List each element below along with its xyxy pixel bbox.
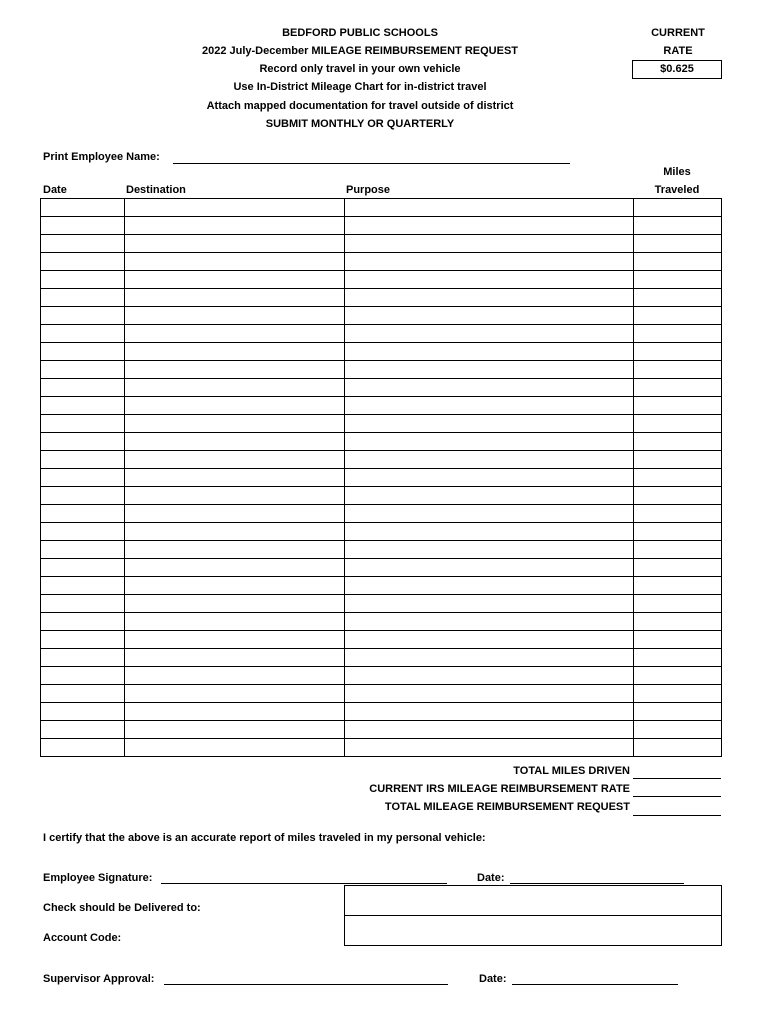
miles-cell[interactable]: [634, 307, 722, 325]
miles-cell[interactable]: [634, 397, 722, 415]
instruction-line-3: Attach mapped documentation for travel outside of district: [206, 100, 514, 112]
date-cell[interactable]: [41, 199, 125, 217]
purpose-cell[interactable]: [345, 451, 634, 469]
purpose-cell[interactable]: [345, 325, 634, 343]
account-code-field[interactable]: [344, 915, 722, 946]
purpose-cell[interactable]: [345, 235, 634, 253]
destination-cell[interactable]: [125, 649, 345, 667]
miles-cell[interactable]: [634, 577, 722, 595]
miles-cell[interactable]: [634, 415, 722, 433]
instruction-line-1: Record only travel in your own vehicle: [259, 63, 461, 75]
table-row: [41, 487, 722, 505]
table-row: [41, 721, 722, 739]
destination-cell[interactable]: [125, 469, 345, 487]
destination-cell[interactable]: [125, 685, 345, 703]
miles-cell[interactable]: [634, 667, 722, 685]
miles-cell[interactable]: [634, 253, 722, 271]
destination-cell[interactable]: [125, 415, 345, 433]
table-row: [41, 559, 722, 577]
miles-cell[interactable]: [634, 595, 722, 613]
date-cell[interactable]: [41, 703, 125, 721]
check-delivery-field[interactable]: [344, 885, 722, 916]
instruction-line-2: Use In-District Mileage Chart for in-district travel: [233, 81, 487, 93]
instruction-line-4: SUBMIT MONTHLY OR QUARTERLY: [265, 118, 455, 130]
current-rate-value: $0.625: [632, 60, 722, 79]
miles-cell[interactable]: [634, 469, 722, 487]
account-code-label: Account Code:: [43, 932, 122, 944]
signature-date-label: Date:: [477, 872, 505, 884]
purpose-cell[interactable]: [345, 613, 634, 631]
table-row: [41, 505, 722, 523]
miles-cell[interactable]: [634, 289, 722, 307]
destination-cell[interactable]: [125, 703, 345, 721]
miles-cell[interactable]: [634, 703, 722, 721]
supervisor-date-field[interactable]: [512, 984, 678, 985]
employee-signature-label: Employee Signature:: [43, 872, 153, 884]
school-name: BEDFORD PUBLIC SCHOOLS: [282, 27, 438, 39]
total-miles-field[interactable]: [633, 778, 721, 779]
destination-cell[interactable]: [125, 397, 345, 415]
destination-cell[interactable]: [125, 289, 345, 307]
table-row: [41, 595, 722, 613]
miles-cell[interactable]: [634, 433, 722, 451]
table-row: [41, 289, 722, 307]
purpose-cell[interactable]: [345, 505, 634, 523]
date-cell[interactable]: [41, 469, 125, 487]
table-row: [41, 451, 722, 469]
destination-cell[interactable]: [125, 379, 345, 397]
table-row: [41, 631, 722, 649]
supervisor-date-label: Date:: [479, 973, 507, 985]
table-row: [41, 379, 722, 397]
purpose-cell[interactable]: [345, 685, 634, 703]
mileage-log-body: [41, 199, 722, 757]
date-cell[interactable]: [41, 595, 125, 613]
date-cell[interactable]: [41, 541, 125, 559]
miles-cell[interactable]: [634, 739, 722, 757]
purpose-cell[interactable]: [345, 397, 634, 415]
purpose-cell[interactable]: [345, 739, 634, 757]
table-row: [41, 649, 722, 667]
date-cell[interactable]: [41, 505, 125, 523]
date-cell[interactable]: [41, 217, 125, 235]
date-cell[interactable]: [41, 649, 125, 667]
date-cell[interactable]: [41, 397, 125, 415]
table-row: [41, 253, 722, 271]
miles-cell[interactable]: [634, 541, 722, 559]
miles-cell[interactable]: [634, 721, 722, 739]
date-cell[interactable]: [41, 721, 125, 739]
irs-rate-label: CURRENT IRS MILEAGE REIMBURSEMENT RATE: [369, 783, 630, 795]
table-row: [41, 415, 722, 433]
table-row: [41, 199, 722, 217]
destination-cell[interactable]: [125, 451, 345, 469]
form-title: 2022 July-December MILEAGE REIMBURSEMENT REQUEST: [201, 45, 519, 57]
employee-signature-field[interactable]: [161, 883, 447, 884]
table-row: [41, 271, 722, 289]
miles-cell[interactable]: [634, 199, 722, 217]
date-cell[interactable]: [41, 685, 125, 703]
col-miles-header: Miles: [663, 166, 691, 178]
purpose-cell[interactable]: [345, 289, 634, 307]
mileage-log-table: [40, 198, 722, 757]
certification-statement: I certify that the above is an accurate report of miles traveled in my personal vehicle:: [43, 832, 486, 844]
table-row: [41, 433, 722, 451]
table-row: [41, 307, 722, 325]
total-request-label: TOTAL MILEAGE REIMBURSEMENT REQUEST: [384, 801, 630, 813]
table-row: [41, 325, 722, 343]
miles-cell[interactable]: [634, 505, 722, 523]
purpose-cell[interactable]: [345, 523, 634, 541]
miles-cell[interactable]: [634, 523, 722, 541]
purpose-cell[interactable]: [345, 559, 634, 577]
destination-cell[interactable]: [125, 235, 345, 253]
destination-cell[interactable]: [125, 523, 345, 541]
destination-cell[interactable]: [125, 595, 345, 613]
date-cell[interactable]: [41, 631, 125, 649]
date-cell[interactable]: [41, 487, 125, 505]
purpose-cell[interactable]: [345, 199, 634, 217]
purpose-cell[interactable]: [345, 361, 634, 379]
date-cell[interactable]: [41, 613, 125, 631]
purpose-cell[interactable]: [345, 649, 634, 667]
destination-cell[interactable]: [125, 433, 345, 451]
table-row: [41, 667, 722, 685]
table-row: [41, 397, 722, 415]
date-cell[interactable]: [41, 379, 125, 397]
check-delivery-label: Check should be Delivered to:: [43, 902, 201, 914]
table-row: [41, 541, 722, 559]
supervisor-approval-label: Supervisor Approval:: [43, 973, 155, 985]
destination-cell[interactable]: [125, 721, 345, 739]
destination-cell[interactable]: [125, 271, 345, 289]
purpose-cell[interactable]: [345, 253, 634, 271]
purpose-cell[interactable]: [345, 577, 634, 595]
date-cell[interactable]: [41, 289, 125, 307]
employee-name-label: Print Employee Name:: [43, 151, 160, 163]
date-cell[interactable]: [41, 667, 125, 685]
destination-cell[interactable]: [125, 505, 345, 523]
destination-cell[interactable]: [125, 361, 345, 379]
destination-cell[interactable]: [125, 667, 345, 685]
purpose-cell[interactable]: [345, 721, 634, 739]
table-row: [41, 577, 722, 595]
destination-cell[interactable]: [125, 217, 345, 235]
destination-cell[interactable]: [125, 631, 345, 649]
purpose-cell[interactable]: [345, 307, 634, 325]
purpose-cell[interactable]: [345, 379, 634, 397]
miles-cell[interactable]: [634, 217, 722, 235]
miles-cell[interactable]: [634, 685, 722, 703]
table-row: [41, 469, 722, 487]
date-cell[interactable]: [41, 415, 125, 433]
table-row: [41, 685, 722, 703]
table-row: [41, 523, 722, 541]
destination-cell[interactable]: [125, 739, 345, 757]
purpose-cell[interactable]: [345, 595, 634, 613]
miles-cell[interactable]: [634, 379, 722, 397]
total-request-field[interactable]: [633, 815, 721, 816]
miles-cell[interactable]: [634, 631, 722, 649]
table-row: [41, 217, 722, 235]
rate-label: RATE: [663, 45, 693, 57]
miles-cell[interactable]: [634, 649, 722, 667]
date-cell[interactable]: [41, 235, 125, 253]
destination-cell[interactable]: [125, 307, 345, 325]
destination-cell[interactable]: [125, 559, 345, 577]
miles-cell[interactable]: [634, 487, 722, 505]
col-date-header: Date: [43, 184, 67, 196]
irs-rate-field[interactable]: [633, 796, 721, 797]
date-cell[interactable]: [41, 271, 125, 289]
purpose-cell[interactable]: [345, 433, 634, 451]
miles-cell[interactable]: [634, 361, 722, 379]
table-row: [41, 361, 722, 379]
destination-cell[interactable]: [125, 613, 345, 631]
miles-cell[interactable]: [634, 343, 722, 361]
date-cell[interactable]: [41, 253, 125, 271]
purpose-cell[interactable]: [345, 667, 634, 685]
date-cell[interactable]: [41, 325, 125, 343]
purpose-cell[interactable]: [345, 271, 634, 289]
miles-cell[interactable]: [634, 271, 722, 289]
date-cell[interactable]: [41, 523, 125, 541]
date-cell[interactable]: [41, 739, 125, 757]
purpose-cell[interactable]: [345, 415, 634, 433]
date-cell[interactable]: [41, 451, 125, 469]
purpose-cell[interactable]: [345, 343, 634, 361]
table-row: [41, 703, 722, 721]
date-cell[interactable]: [41, 433, 125, 451]
purpose-cell[interactable]: [345, 217, 634, 235]
miles-cell[interactable]: [634, 235, 722, 253]
purpose-cell[interactable]: [345, 703, 634, 721]
purpose-cell[interactable]: [345, 487, 634, 505]
table-row: [41, 613, 722, 631]
col-traveled-header: Traveled: [654, 184, 700, 196]
destination-cell[interactable]: [125, 199, 345, 217]
signature-date-field[interactable]: [510, 883, 684, 884]
destination-cell[interactable]: [125, 253, 345, 271]
miles-cell[interactable]: [634, 325, 722, 343]
supervisor-approval-field[interactable]: [164, 984, 448, 985]
current-rate-label: CURRENT: [651, 27, 705, 39]
col-purpose-header: Purpose: [346, 184, 391, 196]
purpose-cell[interactable]: [345, 469, 634, 487]
employee-name-field[interactable]: [173, 163, 570, 164]
col-destination-header: Destination: [126, 184, 186, 196]
destination-cell[interactable]: [125, 577, 345, 595]
purpose-cell[interactable]: [345, 541, 634, 559]
table-row: [41, 235, 722, 253]
date-cell[interactable]: [41, 559, 125, 577]
destination-cell[interactable]: [125, 325, 345, 343]
total-miles-label: TOTAL MILES DRIVEN: [513, 765, 630, 777]
destination-cell[interactable]: [125, 541, 345, 559]
table-row: [41, 739, 722, 757]
date-cell[interactable]: [41, 361, 125, 379]
date-cell[interactable]: [41, 343, 125, 361]
destination-cell[interactable]: [125, 343, 345, 361]
date-cell[interactable]: [41, 307, 125, 325]
miles-cell[interactable]: [634, 559, 722, 577]
miles-cell[interactable]: [634, 451, 722, 469]
destination-cell[interactable]: [125, 487, 345, 505]
table-row: [41, 343, 722, 361]
miles-cell[interactable]: [634, 613, 722, 631]
purpose-cell[interactable]: [345, 631, 634, 649]
date-cell[interactable]: [41, 577, 125, 595]
